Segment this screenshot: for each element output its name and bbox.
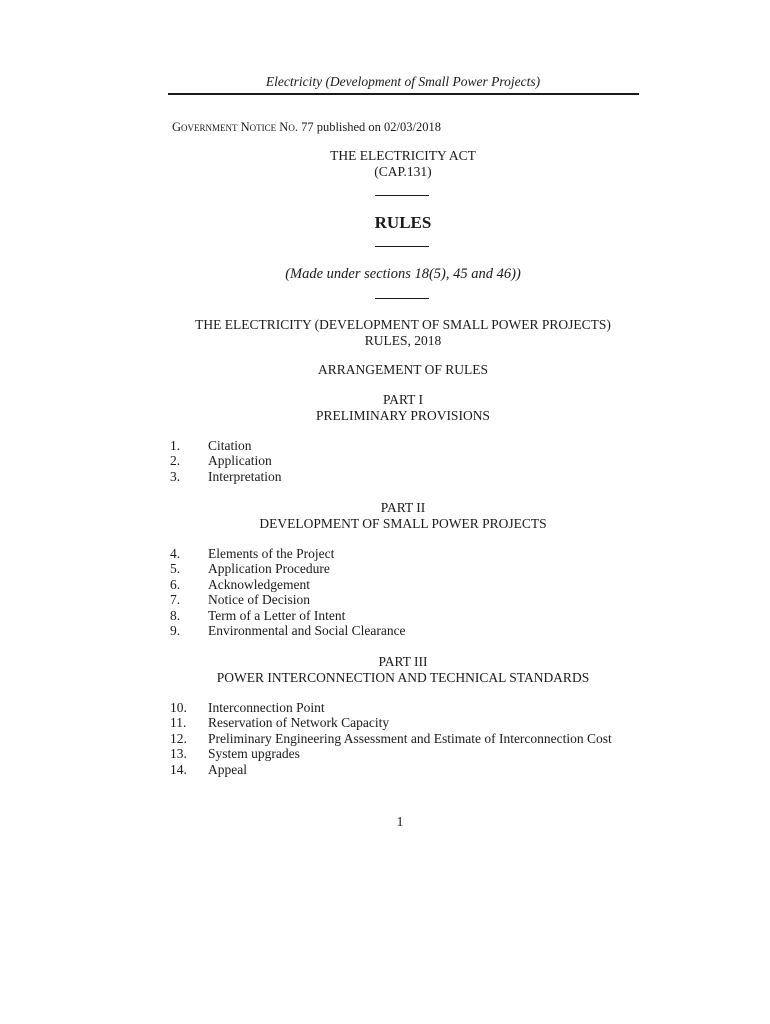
- toc-number: 4.: [170, 546, 181, 561]
- toc-title: Application Procedure: [208, 561, 330, 577]
- toc-item: [0, 623, 770, 638]
- toc-title: Preliminary Engineering Assessment and Estimate of Interconnection Cost: [208, 730, 612, 746]
- arrangement-heading: ARRANGEMENT OF RULES: [317, 362, 488, 377]
- toc-number: 10.: [170, 700, 187, 715]
- act-name: THE ELECTRICITY ACT: [330, 148, 476, 163]
- toc-item: [0, 731, 770, 746]
- toc-title: Citation: [208, 438, 252, 453]
- toc-item: [0, 608, 770, 623]
- made-under: (Made under sections 18(5), 45 and 46)): [285, 266, 521, 282]
- toc-title: Elements of the Project: [208, 546, 335, 561]
- toc-title: Application: [208, 453, 272, 469]
- toc-number: 3.: [170, 468, 181, 484]
- toc-title: Reservation of Network Capacity: [208, 715, 390, 731]
- toc-title: Environmental and Social Clearance: [208, 622, 406, 638]
- toc-title: Term of a Letter of Intent: [208, 607, 346, 623]
- divider-1: [375, 195, 429, 196]
- toc-item: [0, 469, 770, 484]
- toc-item: [0, 746, 770, 761]
- act-cap: (CAP.131): [374, 164, 432, 179]
- running-header: Electricity (Development of Small Power Projects): [265, 74, 541, 89]
- toc-list-part-1: [0, 438, 770, 484]
- part-label: PART III: [378, 654, 428, 669]
- toc-title: System upgrades: [208, 746, 300, 762]
- toc-item: [0, 715, 770, 730]
- toc-number: 1.: [170, 438, 181, 453]
- toc-number: 13.: [170, 746, 187, 762]
- notice-prefix: Government Notice No.: [172, 120, 298, 134]
- toc-title: Appeal: [208, 761, 247, 777]
- full-title-line-2: RULES, 2018: [364, 333, 442, 348]
- page-number: 1: [396, 814, 404, 829]
- toc-number: 2.: [170, 453, 181, 469]
- toc-list-part-2: [0, 546, 770, 638]
- part-heading: POWER INTERCONNECTION AND TECHNICAL STANDARDS: [216, 670, 590, 685]
- divider-3: [375, 298, 429, 299]
- toc-item: [0, 561, 770, 576]
- rules-title: RULES: [374, 213, 432, 232]
- toc-number: 6.: [170, 576, 181, 592]
- toc-title: Notice of Decision: [208, 592, 310, 608]
- notice-rest: 77 published on 02/03/2018: [297, 120, 442, 134]
- part-heading: PRELIMINARY PROVISIONS: [316, 408, 490, 423]
- toc-number: 12.: [170, 730, 187, 746]
- toc-list-part-3: [0, 700, 770, 777]
- toc-number: 14.: [170, 761, 187, 777]
- part-heading: DEVELOPMENT OF SMALL POWER PROJECTS: [259, 516, 547, 531]
- toc-number: 9.: [170, 622, 181, 638]
- toc-number: 7.: [170, 592, 181, 608]
- toc-number: 11.: [170, 715, 187, 731]
- toc-title: Interpretation: [208, 468, 282, 484]
- toc-number: 5.: [170, 561, 181, 577]
- toc-item: [0, 546, 770, 561]
- toc-title: Interconnection Point: [208, 700, 325, 715]
- toc-item: [0, 762, 770, 777]
- toc-item: [0, 577, 770, 592]
- header-rule: [168, 93, 639, 95]
- full-title-line-1: THE ELECTRICITY (DEVELOPMENT OF SMALL POWER PROJECTS): [195, 317, 611, 332]
- part-label: PART I: [382, 392, 424, 407]
- toc-item: [0, 438, 770, 453]
- government-notice: [172, 120, 441, 135]
- toc-number: 8.: [170, 607, 181, 623]
- divider-2: [375, 246, 429, 247]
- toc-item: [0, 453, 770, 468]
- toc-item: [0, 700, 770, 715]
- toc-item: [0, 592, 770, 607]
- toc-title: Acknowledgement: [208, 576, 310, 592]
- part-label: PART II: [380, 500, 426, 515]
